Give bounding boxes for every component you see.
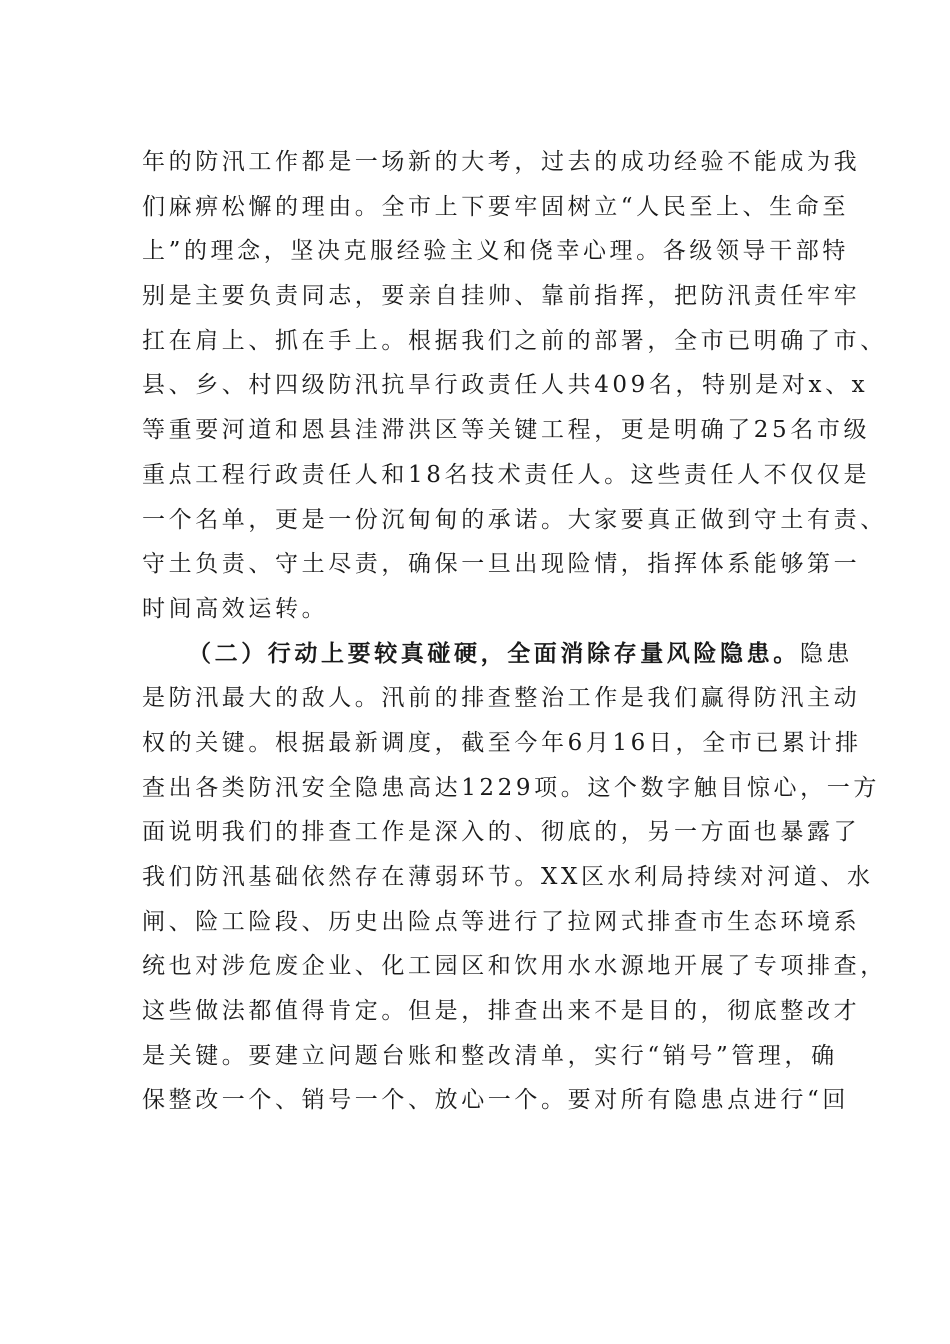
text-line: 统也对涉危废企业、化工园区和饮用水水源地开展了专项排查， (142, 953, 887, 980)
text-line: 扛在肩上、抓在手上。根据我们之前的部署，全市已明确了市、 (142, 327, 887, 354)
text-line: 们麻痹松懈的理由。全市上下要牢固树立“人民至上、生命至 (142, 193, 849, 220)
text-line: 重点工程行政责任人和18名技术责任人。这些责任人不仅仅是 (142, 461, 871, 488)
section-heading-line (142, 632, 854, 677)
text-line: 时间高效运转。 (142, 595, 329, 622)
text-line: 上”的理念，坚决克服经验主义和侥幸心理。各级领导干部特 (142, 238, 849, 265)
text-line: 县、乡、村四级防汛抗旱行政责任人共409名，特别是对x、x (142, 372, 869, 399)
text-line: 权的关键。根据最新调度，截至今年6月16日，全市已累计排 (142, 729, 862, 756)
text-line: 这些做法都值得肯定。但是，排查出来不是目的，彻底整改才 (142, 998, 861, 1025)
text-line: 别是主要负责同志，要亲自挂帅、靠前指挥，把防汛责任牢牢 (142, 283, 861, 310)
text-line: 查出各类防汛安全隐患高达1229项。这个数字触目惊心，一方 (142, 774, 880, 801)
text-line: 是防汛最大的敌人。汛前的排查整治工作是我们赢得防汛主动 (142, 685, 861, 712)
section-heading-tail: 隐患 (799, 640, 854, 667)
text-line: 是关键。要建立问题台账和整改清单，实行“销号”管理，确 (142, 1042, 838, 1069)
text-line: 等重要河道和恩县洼滞洪区等关键工程，更是明确了25名市级 (142, 417, 871, 444)
text-line: 保整改一个、销号一个、放心一个。要对所有隐患点进行“回 (142, 1087, 849, 1114)
text-line: 年的防汛工作都是一场新的大考，过去的成功经验不能成为我 (142, 149, 861, 175)
text-line: 闸、险工险段、历史出险点等进行了拉网式排查市生态环境系 (142, 908, 861, 935)
text-line: 一个名单，更是一份沉甸甸的承诺。大家要真正做到守土有责、 (142, 506, 887, 533)
body-text (142, 140, 887, 1123)
text-line: 我们防汛基础依然存在薄弱环节。XX区水利局持续对河道、水 (142, 864, 874, 890)
section-heading: （二）行动上要较真碰硬，全面消除存量风险隐患。 (188, 639, 800, 667)
text-line: 面说明我们的排查工作是深入的、彻底的，另一方面也暴露了 (142, 819, 861, 846)
text-line: 守土负责、守土尽责，确保一旦出现险情，指挥体系能够第一 (142, 551, 861, 578)
